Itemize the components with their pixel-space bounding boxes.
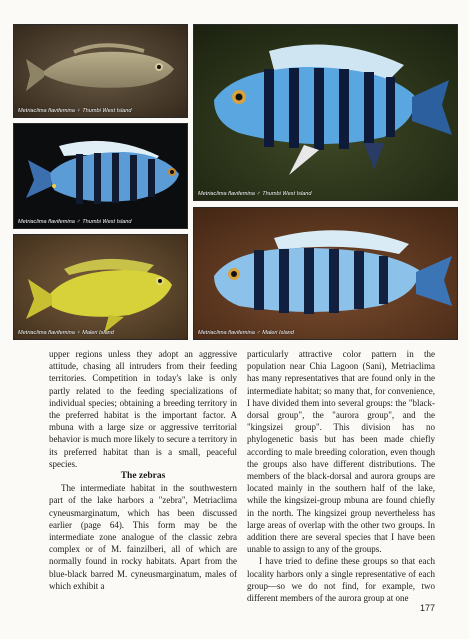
photo-caption: Metriaclima flavifemina ♂ Thumbi West Island (18, 219, 132, 225)
paragraph: I have tried to define these groups so that each locality harbors only a single representative of each group—so we do not find, for example, two different members of the aurora group at one (247, 556, 435, 604)
paragraph: particularly attractive color pattern in the population near Chia Lagoon (Sani), Metriaclima has many representatives that are found only in the intermediate habitat; so many that, for convenience, I have divided them into several groups: the "black-dorsal group", the "aurora group", and the "kingsizei group". This division has no phylogenetic basis but has been made chiefly according to male breeding coloration, even though the groups also have different distributions. The members of the black-dorsal and aurora groups are located mainly in the southern half of the lake, while the kingsizei-group mbuna are found chiefly in the north. The kingsizei group nevertheless has large areas of overlap with the other two groups. In addition there are several species that I have been unable to assign to any of the groups. (247, 349, 435, 555)
photo-female-maleri (13, 234, 188, 340)
paragraph: upper regions unless they adopt an aggressive attitude, chasing all intruders from their feeding territories. Competition in today's lake is only partly related to the feeding specializations of individual species; obtaining a breeding territory in the preferred habitat is the important factor. A mbuna with a large size or aggressive territorial behavior is much more likely to secure a territory in its preferred habitat than is a small, peaceful species. (49, 349, 237, 469)
paragraph: The intermediate habitat in the southwestern part of the lake harbors a "zebra", Metriaclima cyneusmarginatum, which has been discussed earlier (page 64). This form may be the intermediate zone analogue of the classic zebra complex or of M. fainzilberi, all of which are normally found in rocky habitats. Apart from the blue-black barred M. cyneusmarginatum, males of which exhibit a (49, 483, 237, 591)
fish-photo-image (14, 235, 187, 339)
fish-photo-image (194, 25, 457, 200)
photo-caption: Metriaclima flavifemina ♂ Maleri Island (198, 330, 294, 336)
photo-caption: Metriaclima flavifemina ♀ Maleri Island (18, 330, 114, 336)
photo-male-thumbi-small (13, 123, 188, 229)
photo-male-thumbi-large (193, 24, 458, 201)
right-text-column (247, 348, 435, 604)
fish-photo-image (14, 124, 187, 228)
page-number: 177 (419, 603, 435, 613)
fish-photo-image (14, 25, 187, 117)
photo-caption: Metriaclima flavifemina ♀ Thumbi West Island (18, 108, 132, 114)
photo-caption: Metriaclima flavifemina ♂ Thumbi West Island (198, 191, 312, 197)
left-text-column (49, 348, 237, 592)
section-heading: The zebras (120, 471, 166, 482)
photo-male-maleri (193, 207, 458, 340)
photo-female-thumbi (13, 24, 188, 118)
fish-photo-image (194, 208, 457, 339)
